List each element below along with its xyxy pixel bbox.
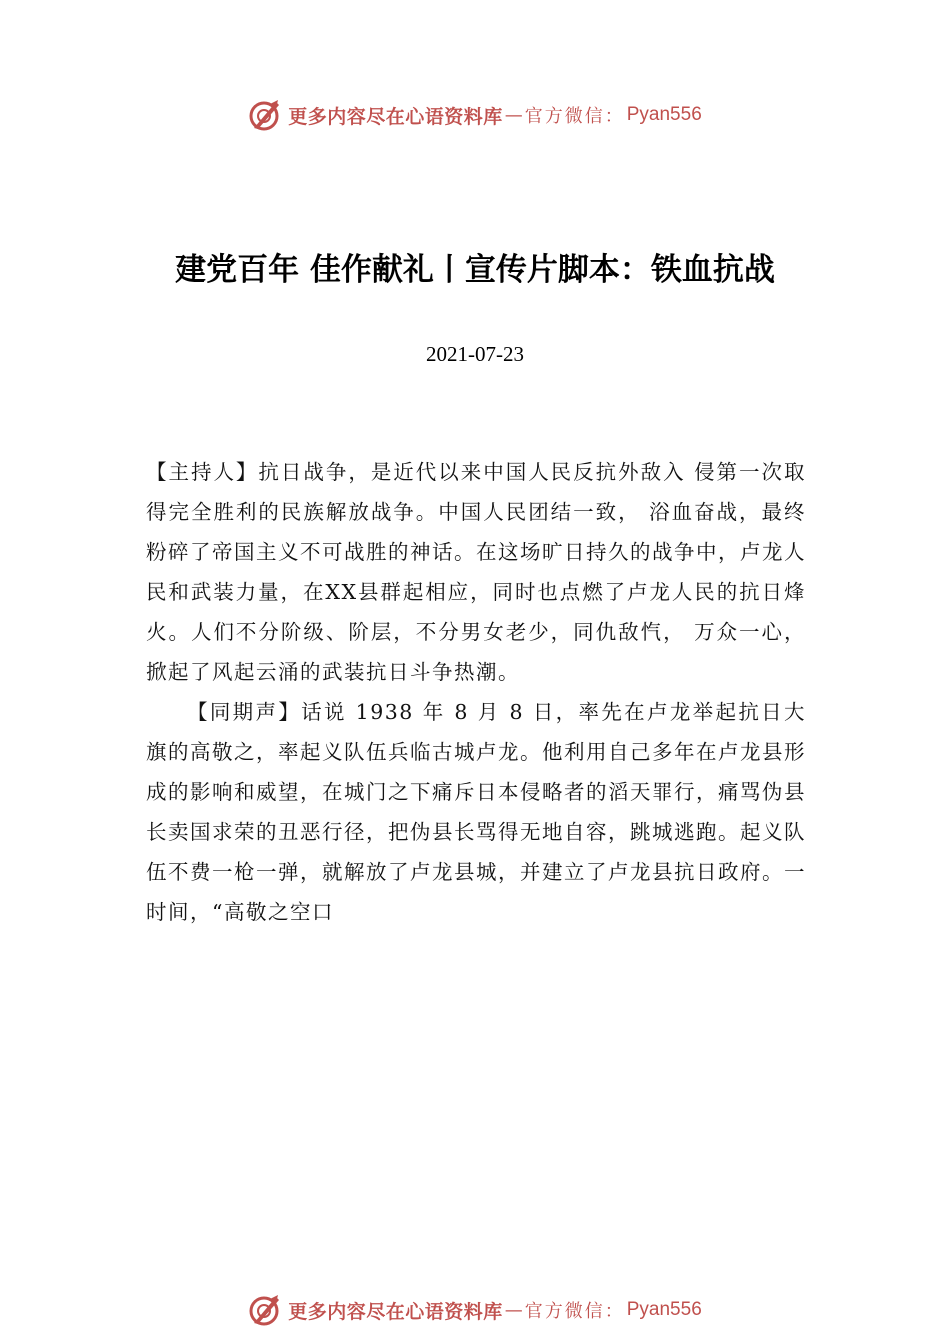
watermark-wechat-id: Pyan556 xyxy=(626,1299,702,1320)
watermark-text: 更多内容尽在心语资料库 xyxy=(288,1300,503,1323)
watermark-text: 更多内容尽在心语资料库 xyxy=(288,105,503,128)
paragraph-sync-sound: 【同期声】话说 1938 年 8 月 8 日，率先在卢龙举起抗日大旗的高敬之，率起义队伍兵临古城卢龙。他利用自己多年在卢龙县形成的影响和威望，在城门之下痛斥日本侵略者的滔天罪行，痛骂伪县长卖国求荣的丑恶行径，把伪县长骂得无地自容，跳城逃跑。起义队伍不费一枪一弹，就解放了卢龙县城，并建立了卢龙县抗日政府。一时间，“高敬之空口 xyxy=(146,700,806,924)
footer-watermark xyxy=(0,1290,950,1330)
watermark-dash: — xyxy=(504,104,523,126)
paragraph-host: 【主持人】抗日战争，是近代以来中国人民反抗外敌入 侵第一次取得完全胜利的民族解放战争。中国人民团结一致， 浴血奋战，最终粉碎了帝国主义不可战胜的神话。在这场旷日持久的战争中，卢龙人民和武装力量，在XX县群起相应，同时也点燃了卢龙人民的抗日烽火。人们不分阶级、阶层，不分男女老少，同仇敌忾， 万众一心，掀起了风起云涌的武装抗日斗争热潮。 xyxy=(146,460,806,684)
quill-logo-icon xyxy=(248,1293,282,1327)
watermark-dash: — xyxy=(504,1299,523,1321)
document-title: 建党百年 佳作献礼丨宣传片脚本：铁血抗战 xyxy=(175,252,775,288)
watermark-wechat-id: Pyan556 xyxy=(626,104,702,125)
watermark-official-label: 官方微信： xyxy=(524,1301,625,1322)
quill-logo-icon xyxy=(248,98,282,132)
document-body xyxy=(146,452,806,932)
header-watermark xyxy=(0,95,950,135)
watermark-official-label: 官方微信： xyxy=(524,106,625,127)
document-date: 2021-07-23 xyxy=(426,342,524,366)
